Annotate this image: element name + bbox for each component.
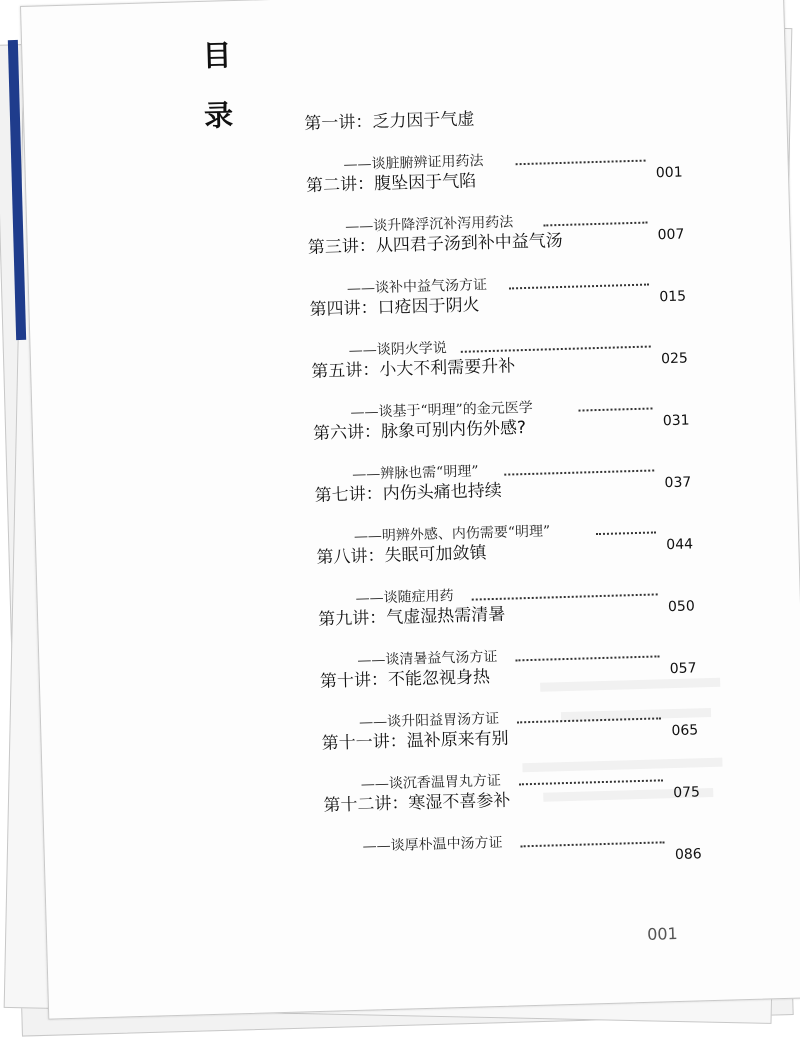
page-number: 001 [655,164,683,182]
page-number: 050 [667,598,695,616]
page-number: 044 [666,536,694,554]
dot-leader [521,841,665,847]
page-folio: 001 [646,924,678,944]
toc-entry-1[interactable] [24,96,786,182]
lecture-subtitle: ——谈基于“明理”的金元医学 [350,399,533,421]
toc-title-char-2: 录 [203,98,234,133]
lecture-title: 第十一讲：温补原来有别 [321,728,509,754]
lecture-subtitle: ——谈沉香温胃丸方证 [360,772,502,793]
dot-leader [515,655,659,661]
toc-title-char-1: 目 [201,38,232,73]
lecture-title: 第一讲：乏力因于气虚 [304,109,475,135]
dot-leader [578,407,652,411]
page-number: 075 [673,784,701,802]
page-number: 031 [662,412,690,430]
dot-leader [504,469,654,475]
page-number: 086 [674,846,702,864]
lecture-title: 第二讲：腹坠因于气陷 [305,171,477,197]
bleed-through-line [522,758,722,773]
toc-page [20,0,800,1020]
lecture-subtitle: ——谈随症用药 [355,588,454,607]
lecture-subtitle: ——谈阴火学说 [348,340,447,359]
lecture-title: 第五讲：小大不利需要升补 [311,356,516,383]
lecture-subtitle: ——明辨外感、内伤需要“明理” [353,523,551,545]
lecture-title: 第四讲：口疮因于阴火 [309,295,480,321]
page-number: 015 [659,288,687,306]
dot-leader [596,531,656,535]
page-number: 025 [660,350,689,368]
page-number: 007 [657,226,685,244]
dot-leader [519,779,663,785]
bleed-through-line [540,678,720,692]
lecture-title: 第十二讲：寒湿不喜参补 [323,790,511,816]
dot-leader [509,284,649,290]
lecture-subtitle: ——谈升阳益胃汤方证 [358,710,500,731]
lecture-subtitle: ——谈补中益气汤方证 [346,277,488,297]
page-number: 065 [671,722,699,740]
lecture-subtitle: ——谈升降浮沉补泻用药法 [345,214,514,236]
lecture-subtitle: ——谈厚朴温中汤方证 [362,834,503,855]
dot-leader [516,160,646,166]
lecture-title: 第三讲：从四君子汤到补中益气汤 [307,230,564,259]
page-number: 057 [669,660,697,678]
lecture-subtitle: ——辨脉也需“明理” [351,463,479,483]
lecture-subtitle: ——谈清暑益气汤方证 [357,648,498,669]
lecture-subtitle: ——谈脏腑辨证用药法 [343,153,484,174]
lecture-title: 第六讲：脉象可别内伤外感? [312,418,527,444]
lecture-title: 第七讲：内伤头痛也持续 [314,480,503,506]
lecture-title: 第十讲：不能忽视身热 [319,667,491,692]
lecture-title: 第九讲：气虚湿热需清暑 [317,604,506,630]
page-number: 037 [664,474,692,492]
lecture-title: 第八讲：失眠可加敛镇 [316,543,487,568]
